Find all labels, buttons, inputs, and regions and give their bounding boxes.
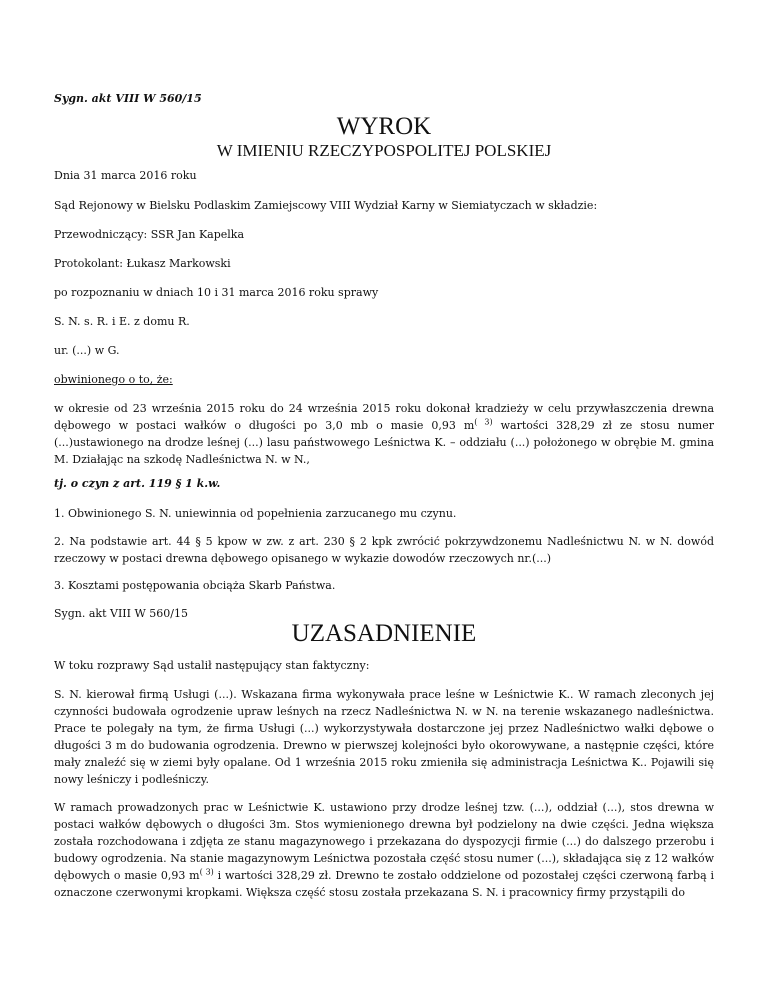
verdict-item-2: 2. Na podstawie art. 44 § 5 kpow w zw. z art. 230 § 2 kpk zwrócić pokrzywdzonemu Nadleśnictwu N. w N. dowód rzeczowy w postaci drewna dębowego opisanego w wykazie dowodów rzeczowych nr.(...) [54,535,714,565]
cubic-superscript: ( 3) [474,417,493,427]
verdict-item-3: 3. Kosztami postępowania obciąża Skarb Państwa. [54,579,336,592]
verdict-title: WYROK [336,113,432,140]
defendant-birth: ur. (...) w G. [54,344,120,357]
charge-text [54,400,714,468]
verdict-date: Dnia 31 marca 2016 roku [54,169,197,182]
charge-article: tj. o czyn z art. 119 § 1 k.w. [54,477,221,490]
verdict-subtitle: W IMIENIU RZECZYPOSPOLITEJ POLSKIEJ [216,141,552,160]
case-number: Sygn. akt VIII W 560/15 [54,92,202,105]
verdict-item-1: 1. Obwinionego S. N. uniewinnia od popełnienia zarzucanego mu czynu. [54,507,457,520]
charge-text-part2: wartości 328,29 zł ze stosu numer (...)ustawionego na drodze leśnej (...) lasu państwowego Leśnictwa K. – oddziału (...) położonego w obrębie M. gmina M. Działając na szkodę Nadleśnictwa N. w N., [54,419,715,466]
paragraph-2-part1: W ramach prowadzonych prac w Leśnictwie K. ustawiono przy drodze leśnej tzw. (...), oddział (...), stos drewna w postaci wałków dębowych o długości 3m. Stos wymienionego drewna był podzielony na dwie części. Jedna większa została rozchodowana i zdjęta ze stanu magazynowego i przekazana do dyspozycji firmie (...) do dalszego przerobu i budowy ogrodzenia. Na stanie magazynowym Leśnictwa pozostała część stosu numer (...), składająca się z 12 wałków dębowych o masie 0,93 m [54,801,714,882]
presiding-judge: Przewodniczący: SSR Jan Kapelka [54,228,245,241]
charge-text-part1: w okresie od 23 września 2015 roku do 24 września 2015 roku dokonał kradzieży w celu przywłaszczenia drewna dębowego w postaci wałków o długości po 3,0 mb o masie 0,93 m [54,402,714,432]
justification-title: UZASADNIENIE [291,620,477,647]
justification-paragraph-2 [54,799,714,901]
justification-lead: W toku rozprawy Sąd ustalił następujący stan faktyczny: [54,659,370,672]
justification-paragraph-1: S. N. kierował firmą Usługi (...). Wskazana firma wykonywała prace leśne w Leśnictwie K.. W ramach zleconych jej czynności budowała ogrodzenie upraw leśnych na rzecz Nadleśnictwa N. w N. na terenie wskazanego nadleśnictwa. Prace te polegały na tym, że firma Usługi (...) wykorzystywała dostarczone jej przez Nadleśnictwo wałki dębowe o długości 3 m do budowania ogrodzenia. Drewno w pierwszej kolejności było okorowywane, a następnie części, które mały znaleźć się w ziemi były opalane. Od 1 września 2015 roku zmieniła się administracja Leśnictwa K.. Pojawili się nowy leśniczy i podleśniczy. [54,688,714,786]
paragraph-2-part2: i wartości 328,29 zł. Drewno te zostało oddzielone od pozostałej części czerwoną farbą i oznaczone czerwonymi kropkami. Większa część stosu została przekazana S. N. i pracownicy firmy przystąpili do [54,869,714,899]
justification-case-number: Sygn. akt VIII W 560/15 [54,607,188,620]
accused-label: obwinionego o to, że: [54,373,173,386]
hearing-dates: po rozpoznaniu w dniach 10 i 31 marca 2016 roku sprawy [54,286,379,299]
court-clerk: Protokolant: Łukasz Markowski [54,257,231,270]
cubic-superscript-2: ( 3) [199,867,214,877]
court-composition: Sąd Rejonowy w Bielsku Podlaskim Zamiejscowy VIII Wydział Karny w Siemiatyczach w składzie: [54,199,598,212]
defendant-name: S. N. s. R. i E. z domu R. [54,315,190,328]
